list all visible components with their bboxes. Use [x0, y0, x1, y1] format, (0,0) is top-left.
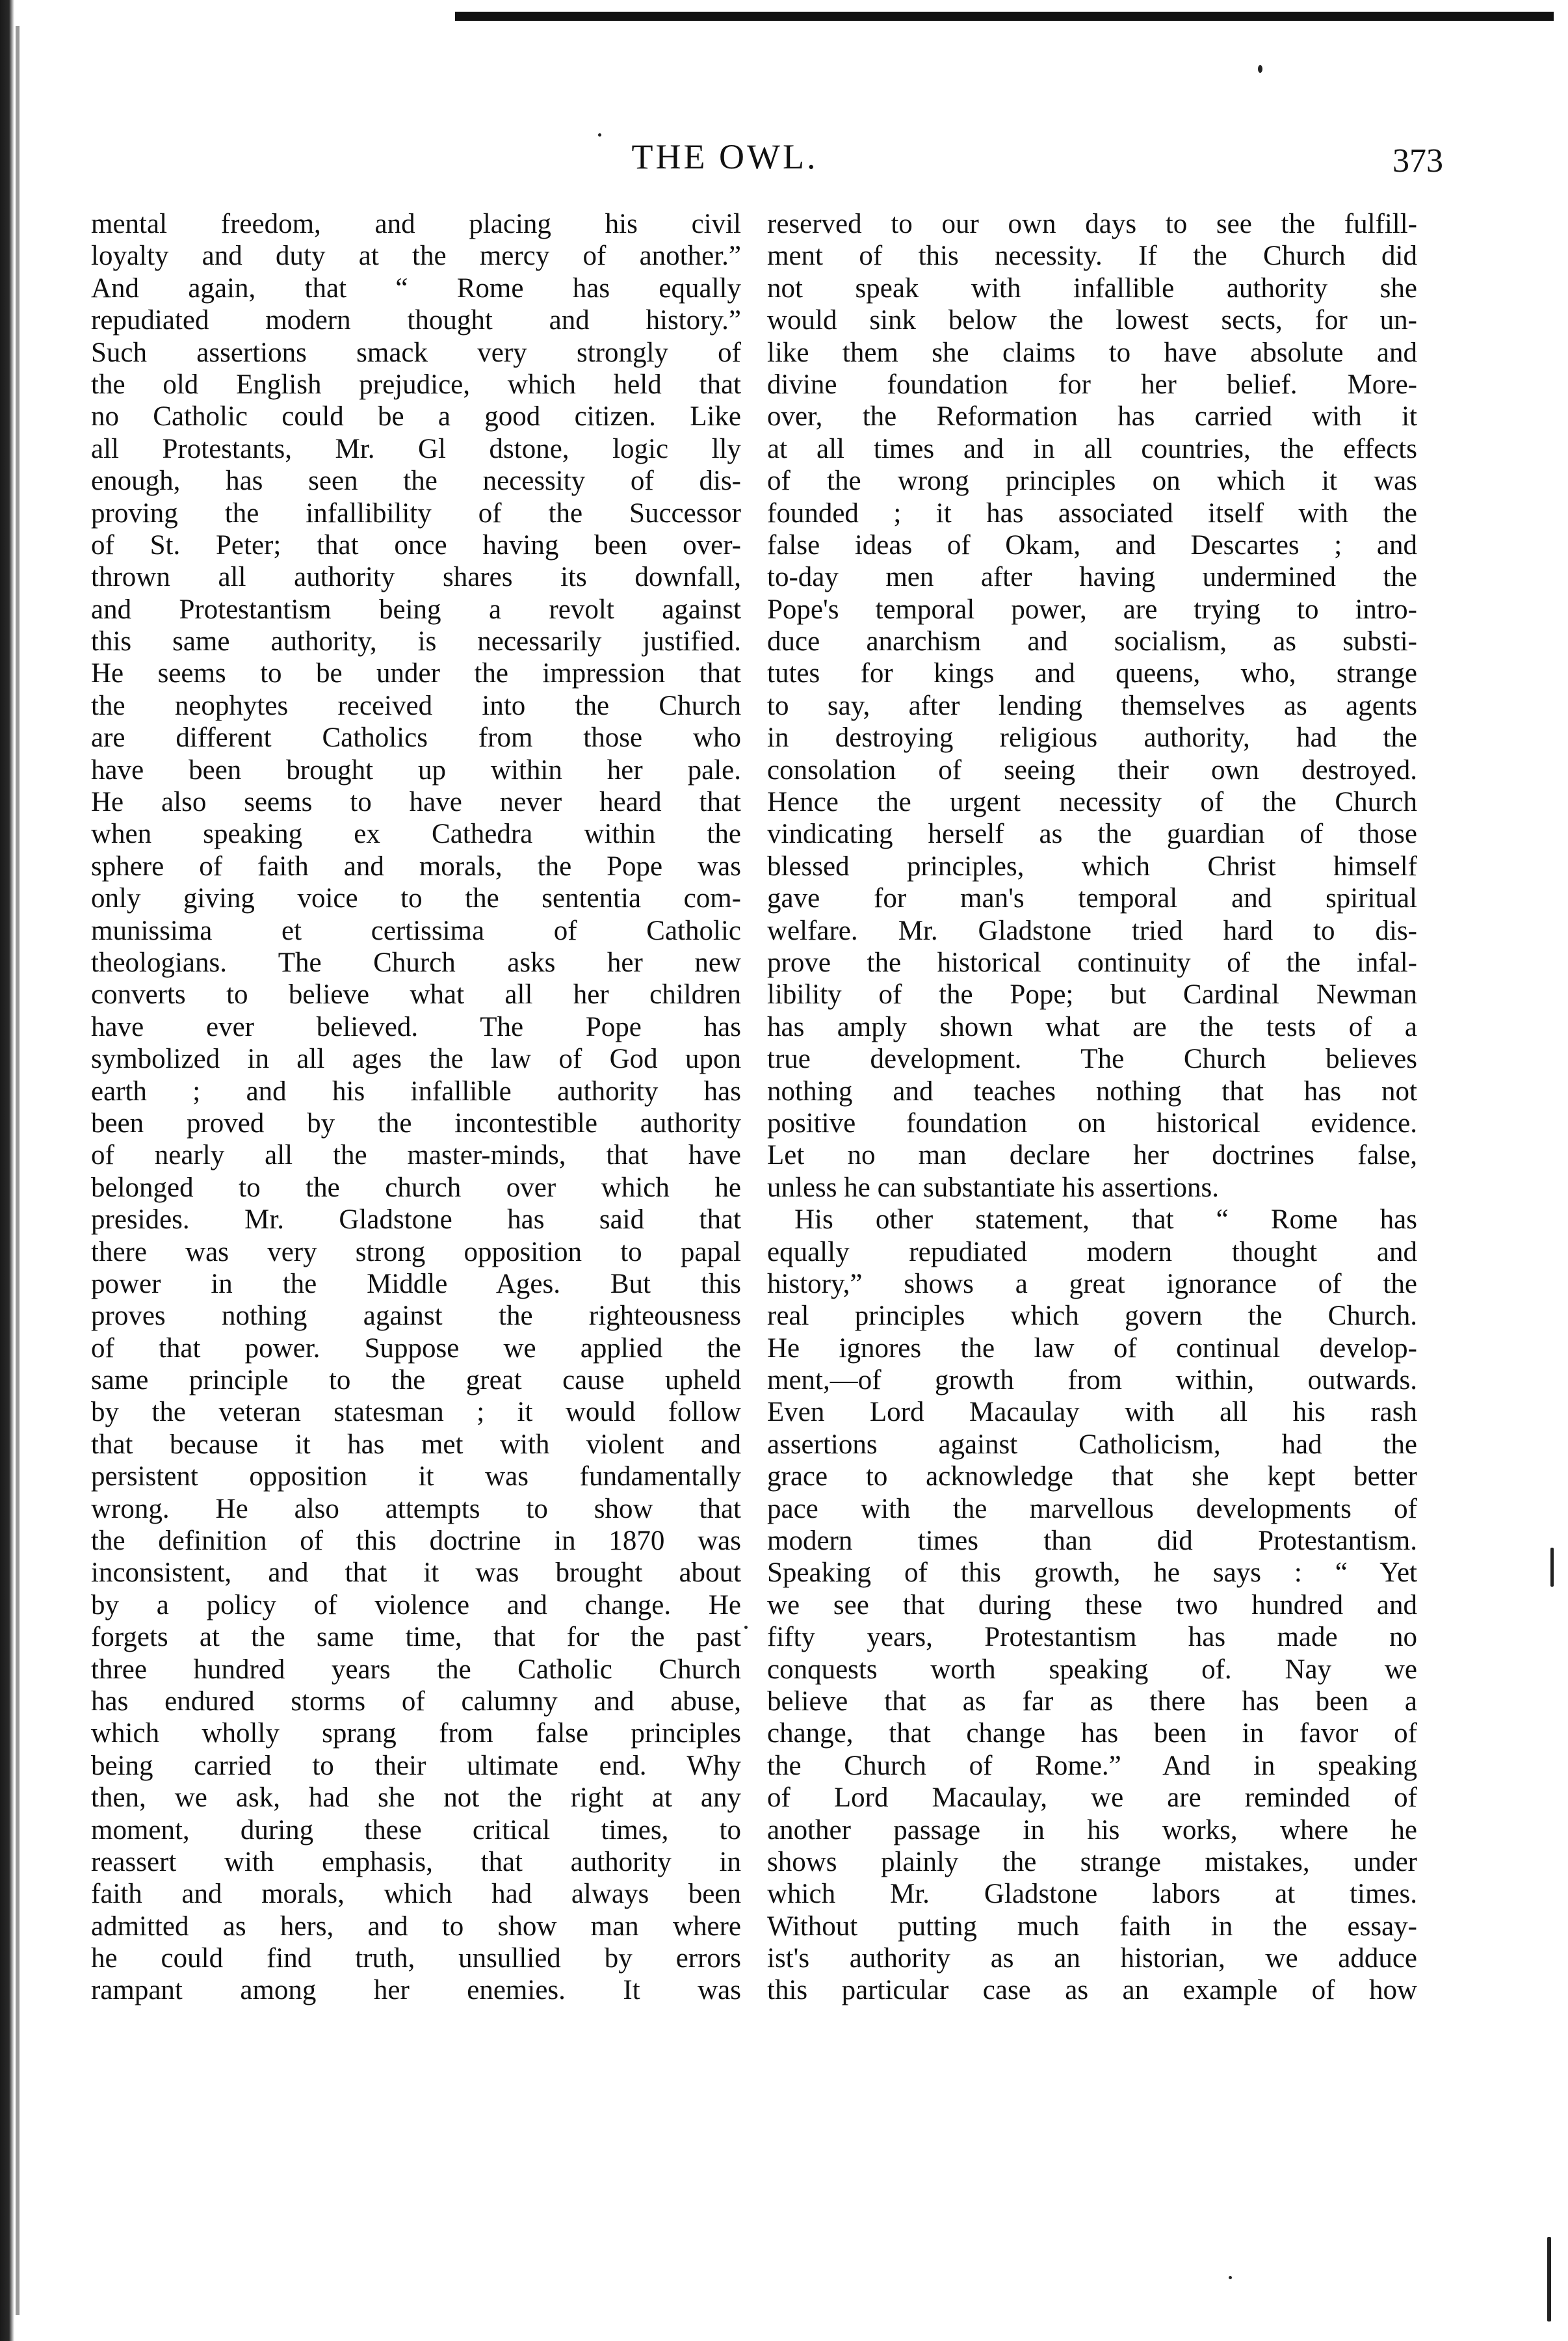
- text-line: loyalty and duty at the mercy of another.”: [91, 241, 741, 272]
- text-line: then, we ask, had she not the right at any: [91, 1782, 741, 1814]
- text-line: presides. Mr. Gladstone has said that: [91, 1204, 741, 1236]
- text-line: ment,—of growth from within, outwards.: [767, 1365, 1417, 1396]
- text-line: that because it has met with violent and: [91, 1429, 741, 1460]
- text-line: and Protestantism being a revolt against: [91, 594, 741, 625]
- text-line: been proved by the incontestible authority: [91, 1107, 741, 1139]
- text-line: have ever believed. The Pope has: [91, 1011, 741, 1042]
- text-line: He seems to be under the impression that: [91, 658, 741, 689]
- text-line: same principle to the great cause upheld: [91, 1365, 741, 1396]
- text-line: inconsistent, and that it was brought about: [91, 1557, 741, 1589]
- text-line: persistent opposition it was fundamentally: [91, 1461, 741, 1492]
- text-line: of the wrong principles on which it was: [767, 466, 1417, 497]
- text-line: are different Catholics from those who: [91, 722, 741, 754]
- text-line: being carried to their ultimate end. Why: [91, 1750, 741, 1781]
- text-line: there was very strong opposition to papal: [91, 1236, 741, 1267]
- page-number: 373: [1392, 142, 1443, 179]
- text-line: converts to believe what all her children: [91, 979, 741, 1011]
- text-line: we see that during these two hundred and: [767, 1589, 1417, 1620]
- text-line: assertions against Catholicism, had the: [767, 1429, 1417, 1460]
- text-line: belonged to the church over which he: [91, 1172, 741, 1203]
- text-line: fifty years, Protestantism has made no: [767, 1622, 1417, 1653]
- scan-binding-shadow: [16, 26, 20, 2315]
- text-line: divine foundation for her belief. More-: [767, 369, 1417, 400]
- text-line: of St. Peter; that once having been over-: [91, 529, 741, 561]
- text-line: blessed principles, which Christ himself: [767, 851, 1417, 882]
- text-line: the neophytes received into the Church: [91, 690, 741, 721]
- text-line: history,” shows a great ignorance of the: [767, 1268, 1417, 1299]
- text-line: would sink below the lowest sects, for un-: [767, 305, 1417, 336]
- text-line: And again, that “ Rome has equally: [91, 272, 741, 304]
- text-line: to say, after lending themselves as agents: [767, 690, 1417, 721]
- text-line: unless he can substantiate his assertions.: [767, 1172, 1220, 1203]
- text-line: libility of the Pope; but Cardinal Newman: [767, 979, 1417, 1011]
- text-line: by a policy of violence and change. He: [91, 1589, 741, 1620]
- text-line: rampant among her enemies. It was: [91, 1975, 741, 2006]
- text-line: this particular case as an example of how: [767, 1975, 1417, 2006]
- text-line: nothing and teaches nothing that has not: [767, 1076, 1417, 1107]
- text-line: all Protestants, Mr. Gl dstone, logic lly: [91, 433, 741, 464]
- text-line: proving the infallibility of the Successor: [91, 497, 741, 529]
- text-line: real principles which govern the Church.: [767, 1301, 1417, 1332]
- text-line: three hundred years the Catholic Church: [91, 1654, 741, 1685]
- text-line: over, the Reformation has carried with it: [767, 401, 1417, 432]
- text-line: reserved to our own days to see the fulfill-: [767, 209, 1417, 239]
- text-line: Even Lord Macaulay with all his rash: [767, 1397, 1417, 1428]
- text-line: ist's authority as an historian, we adduce: [767, 1943, 1417, 1974]
- text-line: repudiated modern thought and history.”: [91, 305, 741, 336]
- text-line: Such assertions smack very strongly of: [91, 337, 741, 368]
- text-line: moment, during these critical times, to: [91, 1814, 741, 1845]
- text-line: Speaking of this growth, he says : “ Yet: [767, 1557, 1417, 1589]
- text-line: theologians. The Church asks her new: [91, 947, 741, 978]
- text-line: believe that as far as there has been a: [767, 1686, 1417, 1717]
- left-text-column: [91, 208, 741, 2007]
- text-line: another passage in his works, where he: [767, 1814, 1417, 1845]
- text-line: pace with the marvellous developments of: [767, 1493, 1417, 1524]
- text-line: has amply shown what are the tests of a: [767, 1011, 1417, 1042]
- text-line: wrong. He also attempts to show that: [91, 1493, 741, 1524]
- text-line: founded ; it has associated itself with the: [767, 497, 1417, 529]
- text-line: enough, has seen the necessity of dis-: [91, 466, 741, 497]
- text-line: the Church of Rome.” And in speaking: [767, 1750, 1417, 1781]
- text-line: positive foundation on historical evidence.: [767, 1107, 1417, 1139]
- text-line: only giving voice to the sententia com-: [91, 883, 741, 914]
- text-line: at all times and in all countries, the effects: [767, 433, 1417, 464]
- text-line: change, that change has been in favor of: [767, 1718, 1417, 1749]
- text-line: grace to acknowledge that she kept better: [767, 1461, 1417, 1492]
- text-line: modern times than did Protestantism.: [767, 1526, 1417, 1557]
- text-line: forgets at the same time, that for the past: [91, 1622, 741, 1653]
- text-line: by the veteran statesman ; it would follow: [91, 1397, 741, 1428]
- text-line: have been brought up within her pale.: [91, 754, 741, 786]
- scan-speck: [1547, 2237, 1551, 2321]
- text-line: shows plainly the strange mistakes, under: [767, 1846, 1417, 1877]
- text-line: the definition of this doctrine in 1870 was: [91, 1526, 741, 1557]
- text-line: not speak with infallible authority she: [767, 272, 1417, 304]
- text-line: ment of this necessity. If the Church did: [767, 241, 1417, 272]
- text-line: munissima et certissima of Catholic: [91, 915, 741, 946]
- text-line: vindicating herself as the guardian of those: [767, 819, 1417, 850]
- scan-speck: [1258, 65, 1262, 73]
- scan-speck: [1229, 2276, 1232, 2279]
- text-line: no Catholic could be a good citizen. Like: [91, 401, 741, 432]
- top-rule: [455, 12, 1554, 21]
- text-line: thrown all authority shares its downfall,: [91, 562, 741, 593]
- text-line: mental freedom, and placing his civil: [91, 209, 741, 239]
- text-line: He ignores the law of continual develop-: [767, 1332, 1417, 1364]
- text-line: reassert with emphasis, that authority in: [91, 1846, 741, 1877]
- text-line: true development. The Church believes: [767, 1044, 1417, 1075]
- text-line: prove the historical continuity of the infal-: [767, 947, 1417, 978]
- text-line: duce anarchism and socialism, as substi-: [767, 626, 1417, 657]
- text-line: He also seems to have never heard that: [91, 787, 741, 818]
- text-line: gave for man's temporal and spiritual: [767, 883, 1417, 914]
- text-line: in destroying religious authority, had the: [767, 722, 1417, 754]
- text-line: admitted as hers, and to show man where: [91, 1911, 741, 1942]
- scan-speck: [1550, 1548, 1554, 1587]
- text-line: which wholly sprang from false principles: [91, 1718, 741, 1749]
- text-line: proves nothing against the righteousness: [91, 1301, 741, 1332]
- text-line: earth ; and his infallible authority has: [91, 1076, 741, 1107]
- text-line: His other statement, that “ Rome has: [794, 1204, 1417, 1236]
- text-line: when speaking ex Cathedra within the: [91, 819, 741, 850]
- text-line: welfare. Mr. Gladstone tried hard to dis-: [767, 915, 1417, 946]
- scan-speck: [744, 1626, 748, 1629]
- text-line: tutes for kings and queens, who, strange: [767, 658, 1417, 689]
- text-line: power in the Middle Ages. But this: [91, 1268, 741, 1299]
- text-line: conquests worth speaking of. Nay we: [767, 1654, 1417, 1685]
- text-line: he could find truth, unsullied by errors: [91, 1943, 741, 1974]
- text-line: has endured storms of calumny and abuse,: [91, 1686, 741, 1717]
- right-text-column: [767, 208, 1417, 2007]
- text-line: this same authority, is necessarily justified.: [91, 626, 741, 657]
- text-line: equally repudiated modern thought and: [767, 1236, 1417, 1267]
- text-line: consolation of seeing their own destroyed.: [767, 754, 1417, 786]
- scan-binding-edge: [0, 0, 14, 2341]
- text-line: Hence the urgent necessity of the Church: [767, 787, 1417, 818]
- text-line: of nearly all the master-minds, that have: [91, 1140, 741, 1171]
- text-line: like them she claims to have absolute and: [767, 337, 1417, 368]
- text-line: of Lord Macaulay, we are reminded of: [767, 1782, 1417, 1814]
- text-line: faith and morals, which had always been: [91, 1879, 741, 1910]
- text-line: to-day men after having undermined the: [767, 562, 1417, 593]
- running-head: THE OWL.: [631, 137, 818, 176]
- text-line: which Mr. Gladstone labors at times.: [767, 1879, 1417, 1910]
- text-line: of that power. Suppose we applied the: [91, 1332, 741, 1364]
- text-line: Pope's temporal power, are trying to intro-: [767, 594, 1417, 625]
- text-line: Without putting much faith in the essay-: [767, 1911, 1417, 1942]
- text-line: Let no man declare her doctrines false,: [767, 1140, 1417, 1171]
- text-line: symbolized in all ages the law of God upon: [91, 1044, 741, 1075]
- text-line: the old English prejudice, which held that: [91, 369, 741, 400]
- text-line: sphere of faith and morals, the Pope was: [91, 851, 741, 882]
- text-line: false ideas of Okam, and Descartes ; and: [767, 529, 1417, 561]
